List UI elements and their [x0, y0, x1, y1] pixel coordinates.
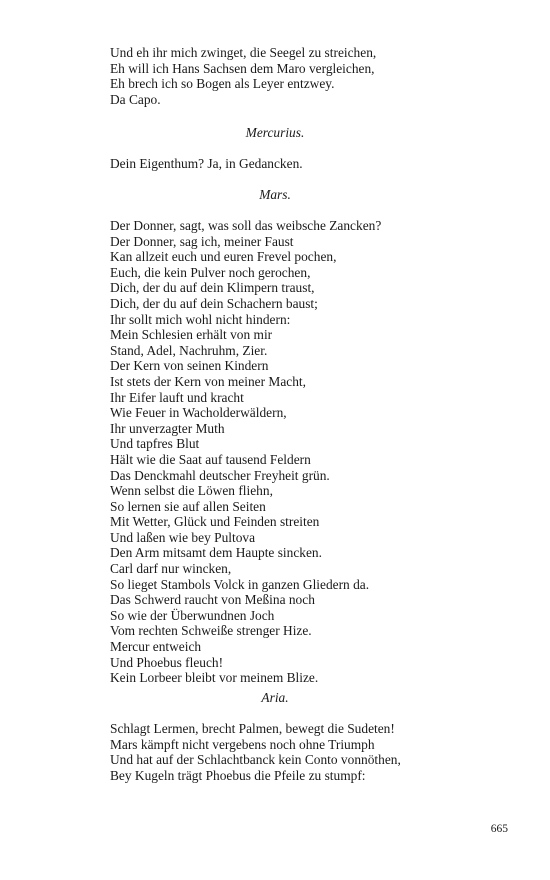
verse-block-mercurius [110, 156, 510, 172]
verse-line: Da Capo. [110, 91, 161, 107]
verse-line: Ist stets der Kern von meiner Macht, [110, 373, 306, 389]
speaker-heading-mars: Mars. [259, 187, 291, 202]
verse-line: Wie Feuer in Wacholderwäldern, [110, 405, 287, 421]
speaker-heading-mercurius: Mercurius. [245, 125, 305, 140]
verse-line: Kein Lorbeer bleibt vor meinem Blize. [110, 670, 319, 686]
verse-block-aria [110, 721, 510, 783]
verse-line: Das Denckmahl deutscher Freyheit grün. [110, 467, 330, 483]
verse-line: Das Schwerd raucht von Meßina noch [110, 592, 315, 608]
verse-line: Der Kern von seinen Kindern [110, 358, 269, 374]
verse-line: Mars kämpft nicht vergebens noch ohne Triumph [110, 736, 375, 752]
speaker-heading-aria: Aria. [261, 690, 289, 705]
verse-line: Wenn selbst die Löwen fliehn, [110, 483, 273, 499]
verse-line: Eh brech ich so Bogen als Leyer entzwey. [110, 76, 335, 92]
verse-line: Ihr sollt mich wohl nicht hindern: [110, 311, 291, 327]
verse-line: Euch, die kein Pulver noch gerochen, [110, 264, 311, 280]
verse-line: Und laßen wie bey Pultova [110, 529, 256, 545]
verse-line: Bey Kugeln trägt Phoebus die Pfeile zu stumpf: [110, 767, 366, 783]
verse-line: Und eh ihr mich zwinget, die Seegel zu streichen, [110, 45, 377, 60]
verse-block-mars [110, 218, 510, 686]
verse-line: Mit Wetter, Glück und Feinden streiten [110, 514, 320, 530]
verse-line: Dich, der du auf dein Klimpern traust, [110, 280, 315, 296]
verse-block-intro [110, 45, 510, 107]
verse-line: Der Donner, sagt, was soll das weibsche Zancken? [110, 218, 382, 233]
verse-line: Stand, Adel, Nachruhm, Zier. [110, 342, 268, 358]
verse-line: Und Phoebus fleuch! [110, 654, 224, 670]
verse-line: Dein Eigenthum? Ja, in Gedancken. [110, 156, 303, 171]
verse-line: Carl darf nur wincken, [110, 561, 232, 577]
verse-line: Und hat auf der Schlachtbanck kein Conto vonnöthen, [110, 752, 401, 768]
verse-line: Schlagt Lermen, brecht Palmen, bewegt die Sudeten! [110, 721, 395, 736]
verse-line: Vom rechten Schweiße strenger Hize. [110, 623, 312, 639]
page-number: 665 [490, 823, 508, 835]
verse-line: So lieget Stambols Volck in ganzen Gliedern da. [110, 576, 370, 592]
verse-line: Den Arm mitsamt dem Haupte sincken. [110, 545, 322, 561]
verse-line: Ihr unverzagter Muth [110, 420, 225, 436]
verse-line: Kan allzeit euch und euren Frevel pochen, [110, 249, 337, 265]
verse-line: Eh will ich Hans Sachsen dem Maro vergleichen, [110, 60, 375, 76]
verse-line: Mein Schlesien erhält von mir [110, 327, 273, 343]
verse-line: So wie der Überwundnen Joch [110, 607, 275, 623]
verse-line: Und tapfres Blut [110, 436, 200, 452]
verse-line: So lernen sie auf allen Seiten [110, 498, 266, 514]
verse-line: Der Donner, sag ich, meiner Faust [110, 233, 294, 249]
verse-line: Hält wie die Saat auf tausend Feldern [110, 451, 311, 467]
verse-line: Mercur entweich [110, 639, 202, 655]
verse-line: Dich, der du auf dein Schachern baust; [110, 295, 318, 311]
verse-line: Ihr Eifer lauft und kracht [110, 389, 244, 405]
